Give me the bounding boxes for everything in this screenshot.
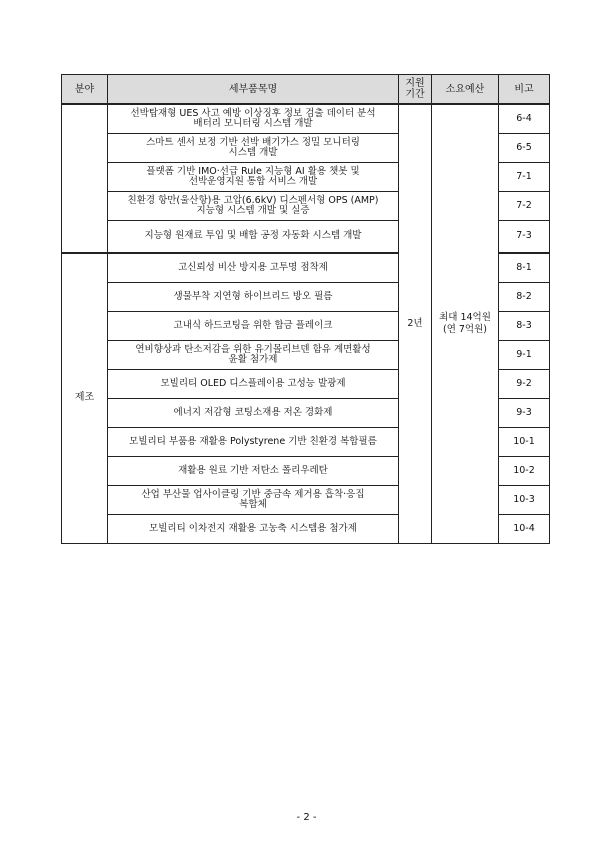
item-cell [108,485,399,514]
period-cell [399,104,432,543]
table-row [62,104,550,133]
item-line1: 선박탑재형 UES 사고 예방 이상징후 정보 검출 데이터 분석 [130,107,376,119]
item-cell [108,253,399,282]
note-cell: 8-1 [499,253,550,282]
header-note: 비고 [499,75,550,105]
header-period-line2: 기간 [405,89,425,100]
note-cell: 8-3 [499,311,550,340]
field-cell-group1 [62,104,108,253]
item-line1: 모빌리티 부품용 재활용 Polystyrene 기반 친환경 복합필름 [129,435,377,447]
period-value: 2년 [407,317,423,329]
header-period-line1: 지원 [405,78,425,89]
item-line1: 산업 부산물 업사이클링 기반 중금속 제거용 흡착·응집 [141,488,365,500]
item-line1: 스마트 센서 보정 기반 선박 배기가스 정밀 모니터링 [146,136,360,148]
note-cell: 10-1 [499,427,550,456]
header-budget: 소요예산 [432,75,499,105]
header-item: 세부품목명 [108,75,399,105]
note-cell: 6-5 [499,133,550,162]
note-cell: 6-4 [499,104,550,133]
item-line2: 윤활 첨가제 [228,353,278,365]
item-cell [108,162,399,191]
item-cell [108,398,399,427]
note-cell: 10-2 [499,456,550,485]
budget-line1: 최대 14억원 [439,311,491,323]
item-line1: 고신뢰성 비산 방지용 고투명 점착제 [178,261,328,273]
item-line2: 선박운영지원 통합 서비스 개발 [188,175,318,187]
item-line1: 모빌리티 이차전지 재활용 고농축 시스템용 첨가제 [149,522,357,534]
item-cell [108,311,399,340]
note-cell: 9-2 [499,369,550,398]
item-line1: 모빌리티 OLED 디스플레이용 고성능 발광제 [160,377,346,389]
item-line1: 지능형 원재료 투입 및 배합 공정 자동화 시스템 개발 [144,230,362,242]
page-number: - 2 - [296,812,317,823]
header-field: 분야 [62,75,108,105]
item-cell [108,340,399,369]
item-cell [108,191,399,220]
item-cell [108,427,399,456]
field-cell-manufacturing: 제조 [62,253,108,543]
budget-cell [432,104,499,543]
item-cell [108,282,399,311]
item-line1: 연비향상과 탄소저감을 위한 유기몰리브덴 함유 계면활성 [135,343,371,355]
item-cell [108,133,399,162]
note-cell: 10-3 [499,485,550,514]
note-cell: 9-1 [499,340,550,369]
item-line1: 에너지 저감형 코팅소재용 저온 경화제 [173,406,333,418]
note-cell: 8-2 [499,282,550,311]
item-line2: 지능형 시스템 개발 및 실증 [196,204,310,216]
item-line2: 시스템 개발 [228,146,278,158]
item-line1: 고내식 하드코팅을 위한 합금 플레이크 [173,319,333,331]
item-line1: 플랫폼 기반 IMO·선급 Rule 지능형 AI 활용 챗봇 및 [146,165,360,177]
item-cell [108,456,399,485]
table-header-row [62,75,550,105]
header-period [399,75,432,105]
budget-line2: (연 7억원) [442,323,487,335]
note-cell: 10-4 [499,514,550,543]
note-cell: 7-1 [499,162,550,191]
note-cell: 9-3 [499,398,550,427]
item-line1: 친환경 항만(울산항)용 고압(6.6kV) 디스펜서형 OPS (AMP) [127,194,379,206]
item-line2: 복합체 [239,498,267,510]
item-cell [108,514,399,543]
support-items-table [61,74,550,544]
item-line1: 생물부착 지연형 하이브리드 방오 필름 [173,290,333,302]
item-cell [108,104,399,133]
item-line2: 배터리 모니터링 시스템 개발 [193,117,313,129]
item-line1: 재활용 원료 기반 저탄소 폴리우레탄 [178,464,328,476]
note-cell: 7-2 [499,191,550,220]
note-cell: 7-3 [499,220,550,253]
item-cell [108,220,399,253]
item-cell [108,369,399,398]
